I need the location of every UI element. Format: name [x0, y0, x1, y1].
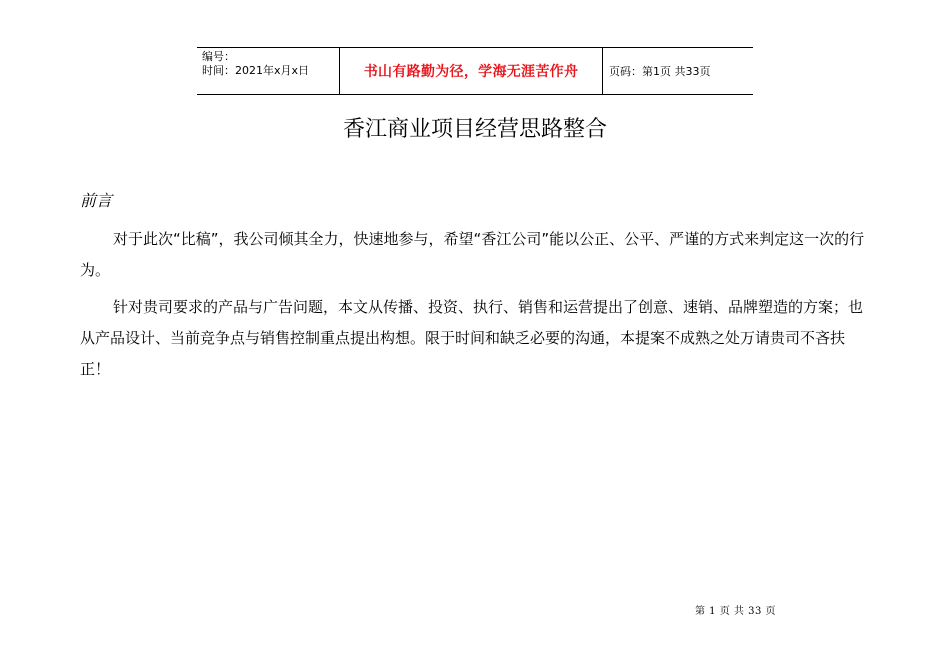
header-table	[197, 47, 753, 95]
motto-text: 书山有路勤为径，学海无涯苦作舟	[363, 64, 579, 80]
paragraph-2: 针对贵司要求的产品与广告问题，本文从传播、投资、执行、销售和运营提出了创意、速销、品牌塑造的方案；也从产品设计、当前竞争点与销售控制重点提出构想。限于时间和缺乏必要的沟通，本提案不成熟之处万请贵司不吝扶正！	[80, 298, 864, 378]
header-left-cell	[197, 48, 339, 94]
section-heading: 前言	[80, 191, 113, 210]
document-title: 香江商业项目经营思路整合	[342, 117, 607, 142]
header-right-cell	[603, 48, 753, 94]
number-label: 编号：	[202, 50, 235, 63]
paragraph-1: 对于此次“比稿”，我公司倾其全力，快速地参与，希望“香江公司”能以公正、公平、严谨的方式来判定这一次的行为。	[80, 230, 865, 279]
page-info: 页码：第1页 共33页	[609, 65, 711, 78]
header-motto-cell	[339, 48, 603, 94]
page-footer: 第 1 页 共 33 页	[695, 606, 776, 617]
time-label: 时间：2021年x月x日	[202, 64, 310, 77]
